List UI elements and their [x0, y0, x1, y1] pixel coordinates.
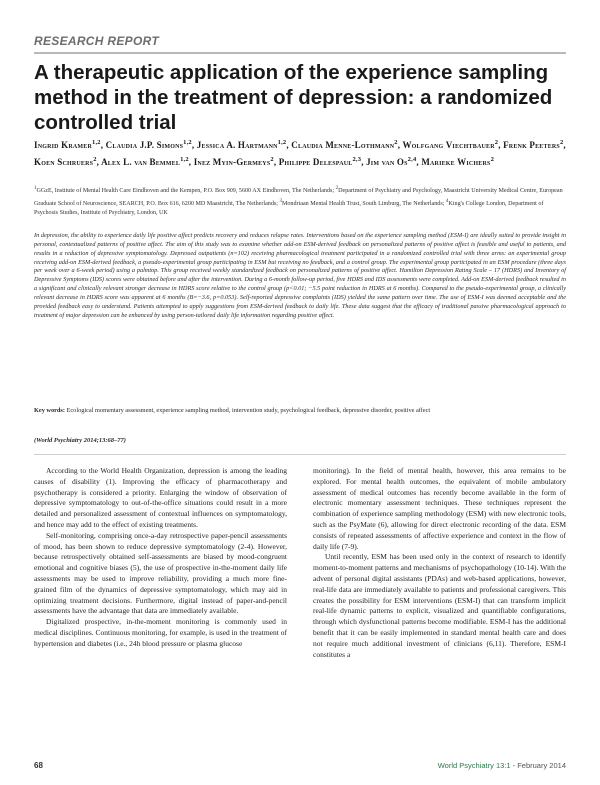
author-name: Claudia J.P. Simons: [105, 140, 184, 150]
author: [101, 157, 189, 167]
author: [402, 140, 498, 150]
affiliation-marker: 3: [279, 198, 282, 204]
body-column-left: [34, 466, 287, 650]
author-affiliation-marker: 1,2: [180, 155, 189, 163]
keywords: [34, 406, 566, 416]
affiliations: [34, 184, 566, 219]
author-affiliation-marker: 2,4: [407, 155, 417, 163]
section-divider: [34, 454, 566, 455]
author: [34, 157, 97, 167]
page-number: 68: [34, 761, 43, 770]
affiliation-text: Department of Psychiatry and Psychology, Maastricht University Medical Centre, European Graduate School of Neuroscience, SEARCH, P.O. Box 616, 6200 MD Maastricht, The Netherlands;: [34, 188, 563, 207]
author: [291, 140, 397, 150]
author-name: Philippe Delespaul: [278, 156, 353, 167]
author: [194, 157, 274, 167]
author-affiliation-marker: 2: [490, 155, 495, 163]
author-name: Koen Schruers: [34, 156, 94, 167]
author-name: Ingrid Kramer: [34, 140, 93, 150]
author-name: Wolfgang Viechtbauer: [402, 140, 495, 150]
author: [366, 157, 416, 167]
journal-name: World Psychiatry 13:1: [437, 761, 511, 770]
paragraph: monitoring). In the field of mental health, however, this area remains to be explored. For mental health outcomes, the equivalent of mobile ambulatory assessment of medical outcomes has recently become available in the form of electronic momentary assessment techniques. These techniques represent the combination of experience sampling methodology (ESM) with new electronic tools, such as the PsyMate (6), allowing for direct electronic recording of the data. ESM consists of repeated assessments of affective experience and context in the flow of daily life (7-9).: [313, 466, 566, 551]
author-name: Inez Myin-Germeys: [193, 156, 271, 167]
section-label: RESEARCH REPORT: [34, 34, 159, 48]
author: [106, 140, 192, 150]
author-affiliation-marker: 2: [494, 139, 499, 146]
affiliation-marker: 4: [445, 198, 449, 204]
author-affiliation-marker: 2: [559, 139, 564, 146]
author-affiliation-marker: 2: [394, 139, 398, 146]
author-affiliation-marker: 1,2: [277, 139, 287, 146]
article-title: A therapeutic application of the experience sampling method in the treatment of depression: a randomized controlled trial: [34, 61, 553, 134]
paragraph: Until recently, ESM has been used only in the context of research to identify moment-to-moment patterns and mechanisms of psychopathology (10-14). With the advent of personal digital assistants (PDAs) and web-based applications, however, real-life data are immediately available to patients and professional caregivers. This creates the possibility for ESM interventions (ESM-I) that can transform implicit real-life dynamic patterns to explicit, visualized and quantifiable configurations, through which dysfunctional patterns become modifiable. ESM-I has the additional benefit that it can be easily implemented in standard mental health care and does not require much additional investment of clinicians (6,11). Therefore, ESM-I constitutes a: [313, 552, 566, 659]
author-name: Marieke Wichers: [421, 156, 491, 167]
author-name: Alex L. van Bemmel: [101, 156, 181, 167]
journal-date: - February 2014: [510, 761, 566, 770]
author: [197, 140, 287, 150]
author-affiliation-marker: 2: [93, 155, 97, 163]
affiliation-marker: 2: [335, 186, 339, 191]
author: [279, 157, 361, 167]
affiliation-text: Mondriaan Mental Health Trust, South Limburg, The Netherlands;: [281, 200, 446, 207]
author-name: Jim van Os: [366, 156, 408, 167]
author-affiliation-marker: 2: [270, 155, 274, 163]
author-name: Jessica A. Hartmann: [196, 140, 278, 150]
paragraph: According to the World Health Organization, depression is among the leading causes of disability (1). Improving the efficacy of pharmacotherapy and psychotherapy is considered a priority. Enlarging the window of observation of depressive symptomatology to out-of-the-office situations could result in a more detailed and personalized assessment of contextual influences on symptomatology, and hence may add to the effect of existing treatments.: [34, 466, 287, 529]
author-affiliation-marker: 1,2: [183, 139, 192, 146]
affiliation-text: GGzE, Institute of Mental Health Care Eindhoven and the Kempen, P.O. Box 909, 5600 AX Eindhoven, The Netherlands;: [36, 188, 336, 195]
author-list: Ingrid Kramer$^{1,2}$, Claudia J.P. Simons$^{1,2}$, Jessica A. Hartmann$^{1,2}$, Claudia Menne-Lothmann$^2$, Wolfgang Viechtbauer$^2$, Frenk Peeters$^2$, Koen Schruers$^2$, Alex L. van Bemmel$^{1,2}$, Inez Myin-Germeys$^2$, Philippe Delespaul$^{2,3}$, Jim van Os$^{2,4}$, Marieke Wichers$^2$: [34, 139, 566, 167]
keywords-text: Ecological momentary assessment, experience sampling method, intervention study, psychological feedback, depressive disorder, positive affect: [64, 407, 431, 414]
citation: (World Psychiatry 2014;13:68–77): [34, 437, 126, 444]
author-affiliation-marker: 2,3: [352, 155, 362, 163]
author: [503, 140, 563, 150]
header-rule: [34, 52, 566, 54]
abstract: In depression, the ability to experience daily life positive affect predicts recovery and reduces relapse rates. Interventions based on the experience sampling method (ESM-I) are ideally suited to provide insight in personal, contextualized patterns of positive affect. The aim of this study was to examine whether add-on ESM-derived feedback on personalized patterns of positive affect is feasible and useful to patients, and results in a reduction of depressive symptomatology. Depressed outpatients (n=102) receiving pharmacological treatment participated in a randomized controlled trial with three arms: an experimental group receiving add-on ESM-derived feedback, a pseudo-experimental group participating in ESM but receiving no feedback, and a control group. The experimental group participated in an ESM procedure (three days per week over a 6-week period) using a palmtop. This group received weekly standardized feedback on personalized patterns of positive affect. Hamilton Depression Rating Scale – 17 (HDRS) and Inventory of Depressive Symptoms (IDS) scores were obtained before and after the intervention. During a 6-month follow-up period, five HDRS and IDS assessments were completed. Add-on ESM-derived feedback resulted in a significant and clinically relevant stronger decrease in HDRS score relative to the control group (p<0.01; −5.5 point reduction in HDRS at 6 months). Compared to the pseudo-experimental group, a clinically relevant decrease in HDRS score was apparent at 6 months (B=−3.6, p=0.053). Self-reported depressive complaints (IDS) yielded the same pattern over time. The use of ESM-I was deemed acceptable and the provided feedback easy to understand. Patients attempted to apply suggestions from ESM-derived feedback to daily life. These data suggest that the efficacy of traditional passive pharmacological approach to treatment of major depression can be enhanced by using person-tailored daily life information regarding positive affect.: [34, 232, 566, 319]
paragraph: Self-monitoring, comprising once-a-day retrospective paper-pencil assessments of mood, has been shown to reduce depressive symptomatology (2-4). However, because retrospectively obtained self-assessments are biased by mood-congruent emotional and cognitive biases (5), the use of prospective in-the-moment daily life assessments may be used to improve reliability, providing a much more fine-grained film of the dynamics of depressive symptomatology, which may aid in optimizing treatment decisions. Furthermore, digital instead of paper-and-pencil assessments have the advantage that data are immediately available.: [34, 530, 287, 616]
affiliation-marker: 1: [34, 186, 37, 191]
body-column-right: [313, 466, 566, 660]
affiliation-text: King's College London, Department of Psychosis Studies, Institute of Psychiatry, London, UK: [34, 200, 544, 217]
author-name: Claudia Menne-Lothmann: [291, 140, 395, 150]
author: [34, 140, 101, 150]
journal-footer: [438, 761, 566, 770]
author-name: Frenk Peeters: [503, 140, 560, 150]
author: [421, 157, 494, 167]
paragraph: Digitalized prospective, in-the-moment monitoring is commonly used in medical disciplines. Continuous monitoring, for example, is used in the treatment of hypertension and diabetes (i.e., 24h blood pressure or plasma glucose: [34, 617, 287, 648]
author-affiliation-marker: 1,2: [92, 139, 101, 146]
keywords-label: Key words:: [34, 407, 65, 414]
